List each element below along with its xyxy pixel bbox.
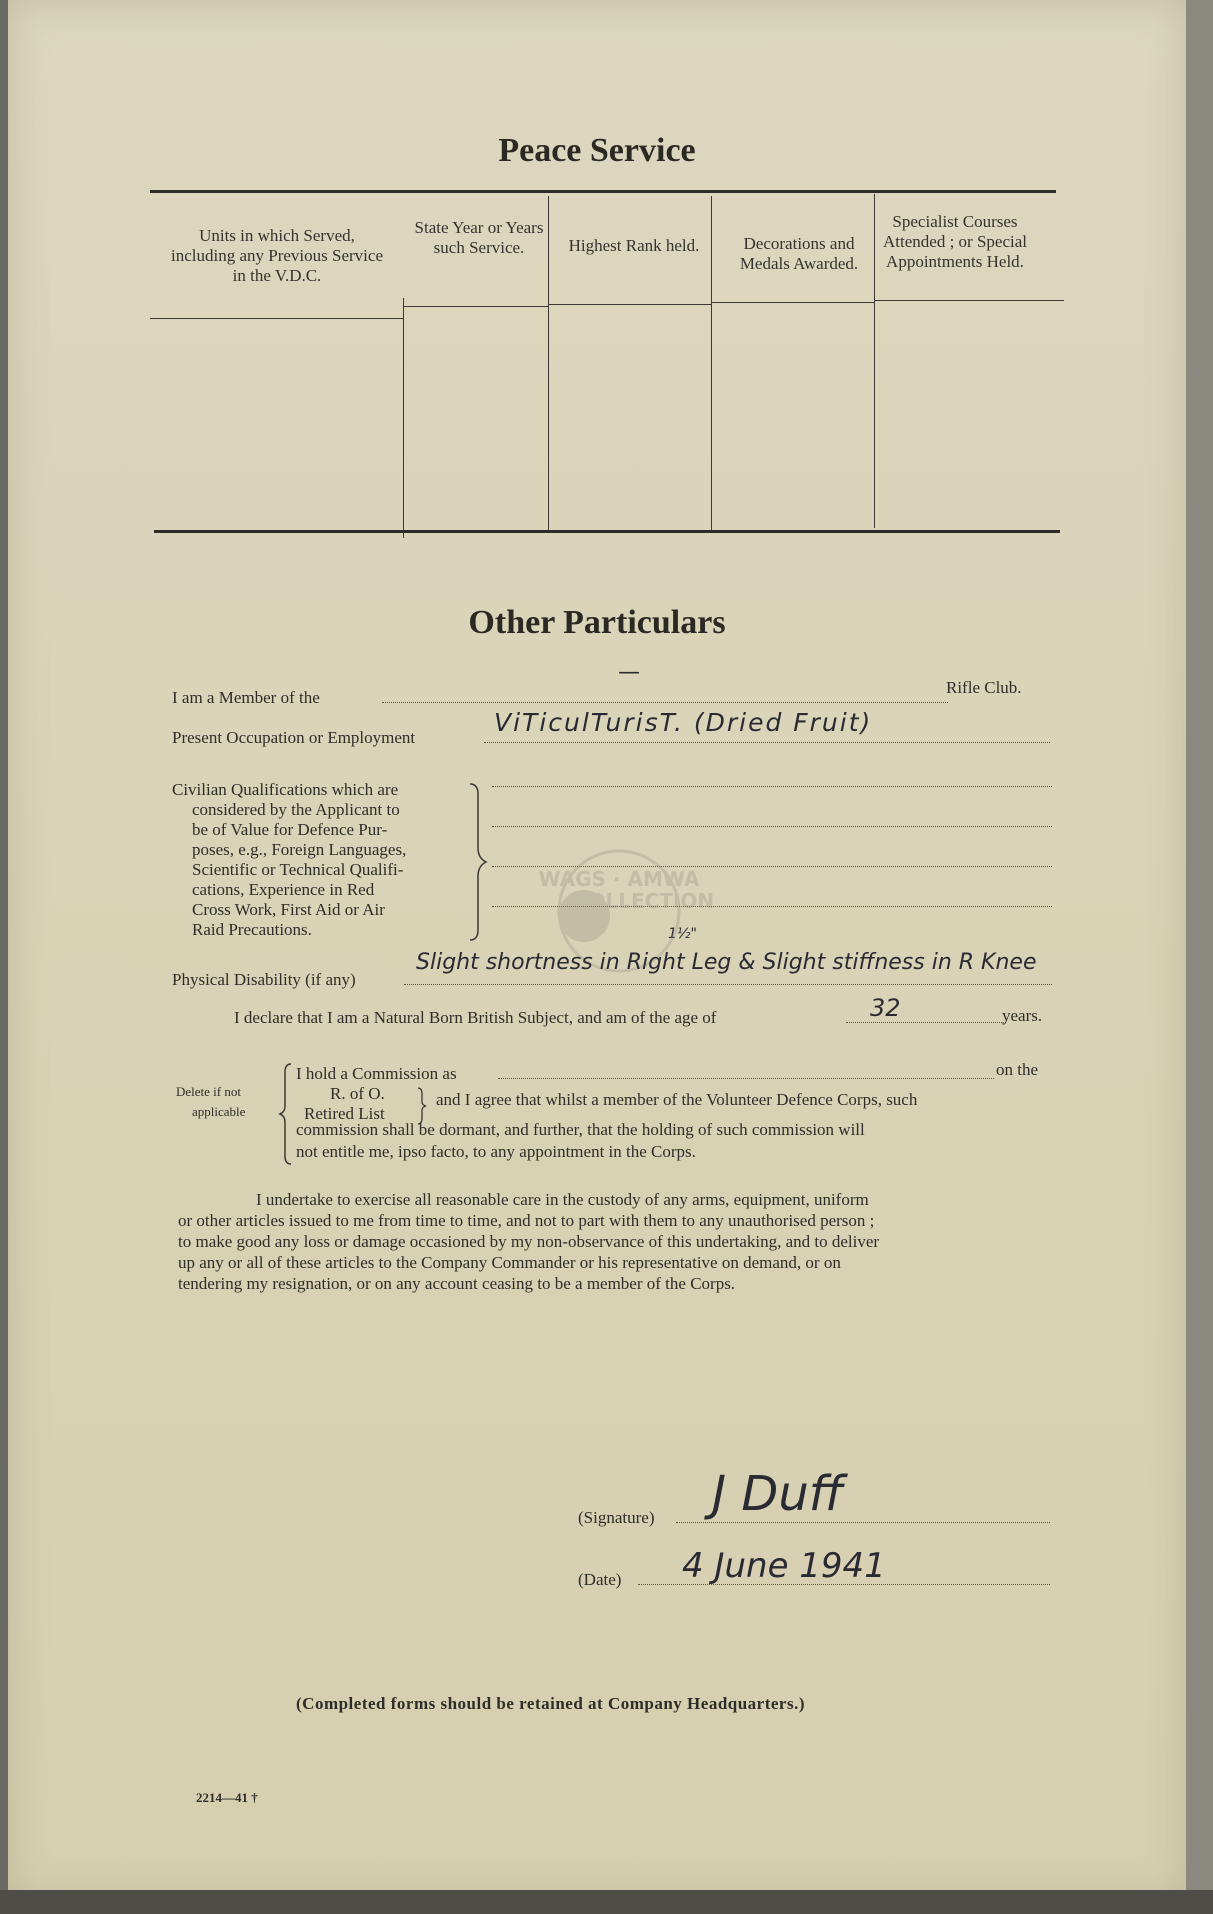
delete-note: Delete if not <box>176 1084 241 1099</box>
member-value: — <box>618 660 640 685</box>
occupation-value: ViTiculTurisT. (Dried Fruit) <box>494 708 873 737</box>
other-particulars-title: Other Particulars <box>468 604 726 641</box>
declaration-text: I declare that I am a Natural Born British Subject, and am of the age of <box>234 1008 717 1027</box>
disability-label: Physical Disability (if any) <box>172 970 356 989</box>
signature-label: (Signature) <box>578 1508 655 1527</box>
table-bottom-rule <box>154 530 1060 533</box>
undertaking-line: tendering my resignation, or on any account ceasing to be a member of the Corps. <box>178 1274 736 1293</box>
commission-line-3: commission shall be dormant, and further, that the holding of such commission will <box>296 1120 865 1139</box>
stamp-line2: COLLECTION <box>573 889 715 913</box>
date-value: 4 June 1941 <box>682 1546 886 1586</box>
occupation-label: Present Occupation or Employment <box>172 728 416 747</box>
commission-ro: R. of O. <box>330 1084 385 1103</box>
occupation-field[interactable] <box>484 742 1050 743</box>
undertaking-line: up any or all of these articles to the Company Commander or his representative on demand, or on <box>178 1253 841 1272</box>
commission-field[interactable] <box>498 1078 994 1079</box>
col-units-header: Units in which Served, including any Previous Service in the V.D.C. <box>171 226 383 285</box>
disability-field[interactable] <box>404 984 1052 985</box>
age-field[interactable] <box>846 1022 1006 1023</box>
commission-on-the: on the <box>996 1060 1039 1079</box>
age-value: 32 <box>870 994 901 1022</box>
delete-note: applicable <box>192 1104 246 1119</box>
header-rule <box>874 300 1064 301</box>
table-top-rule <box>150 190 1056 193</box>
footer-note: (Completed forms should be retained at Company Headquarters.) <box>296 1694 806 1713</box>
table-divider <box>403 298 404 538</box>
qualifications-label: be of Value for Defence Pur- <box>192 820 388 839</box>
qualifications-label: poses, e.g., Foreign Languages, <box>192 840 407 859</box>
scan-background-right <box>1186 0 1213 1914</box>
table-divider <box>548 196 549 532</box>
commission-line-2: and I agree that whilst a member of the Volunteer Defence Corps, such <box>436 1090 918 1109</box>
col-years-header: State Year or Years such Service. <box>414 218 544 257</box>
form-number: 2214—41 † <box>196 1790 258 1805</box>
member-field[interactable] <box>382 702 948 703</box>
col-specialist-header: Specialist Courses Attended ; or Special Appointments Held. <box>883 212 1027 271</box>
qualifications-label: cations, Experience in Red <box>192 880 375 899</box>
qualifications-label: Raid Precautions. <box>192 920 312 939</box>
commission-line-4: not entitle me, ipso facto, to any appointment in the Corps. <box>296 1142 696 1161</box>
scan-background-bottom <box>0 1890 1213 1914</box>
commission-retired: Retired List <box>304 1104 385 1123</box>
qualifications-line[interactable] <box>492 786 1052 787</box>
signature-field[interactable] <box>676 1522 1050 1523</box>
member-label: I am a Member of the <box>172 688 320 707</box>
qualifications-line[interactable] <box>492 826 1052 827</box>
qualifications-label: Civilian Qualifications which are <box>172 780 399 799</box>
undertaking-line: or other articles issued to me from time to time, and not to part with them to any unauthorised person ; <box>178 1211 875 1230</box>
col-decorations-header: Decorations and Medals Awarded. <box>739 234 859 273</box>
member-suffix: Rifle Club. <box>946 678 1022 697</box>
qualifications-label: considered by the Applicant to <box>192 800 400 819</box>
qualifications-label: Cross Work, First Aid or Air <box>192 900 385 919</box>
undertaking-line: I undertake to exercise all reasonable care in the custody of any arms, equipment, uniform <box>256 1190 869 1209</box>
signature-value: J Duff <box>712 1466 844 1522</box>
table-divider <box>711 196 712 530</box>
table-divider <box>874 194 875 528</box>
header-rule <box>404 306 549 307</box>
years-label: years. <box>1002 1006 1043 1025</box>
form-sheet <box>8 0 1186 1900</box>
disability-value: Slight shortness in Right Leg & Slight stiffness in R Knee <box>416 950 1037 975</box>
date-label: (Date) <box>578 1570 622 1589</box>
header-rule <box>711 302 874 303</box>
commission-line-1: I hold a Commission as <box>296 1064 457 1083</box>
commission-brace <box>278 1062 294 1166</box>
header-rule <box>549 304 711 305</box>
col-rank-header: Highest Rank held. <box>568 236 700 255</box>
qualifications-label: Scientific or Technical Qualifi- <box>192 860 404 879</box>
header-rule <box>150 318 404 319</box>
qualifications-mark: 1½" <box>668 926 697 942</box>
peace-service-title: Peace Service <box>498 132 696 169</box>
undertaking-line: to make good any loss or damage occasioned by my non-observance of this undertaking, and to deliver <box>178 1232 880 1251</box>
stamp-line1: WAGS · AMWA <box>538 867 700 891</box>
